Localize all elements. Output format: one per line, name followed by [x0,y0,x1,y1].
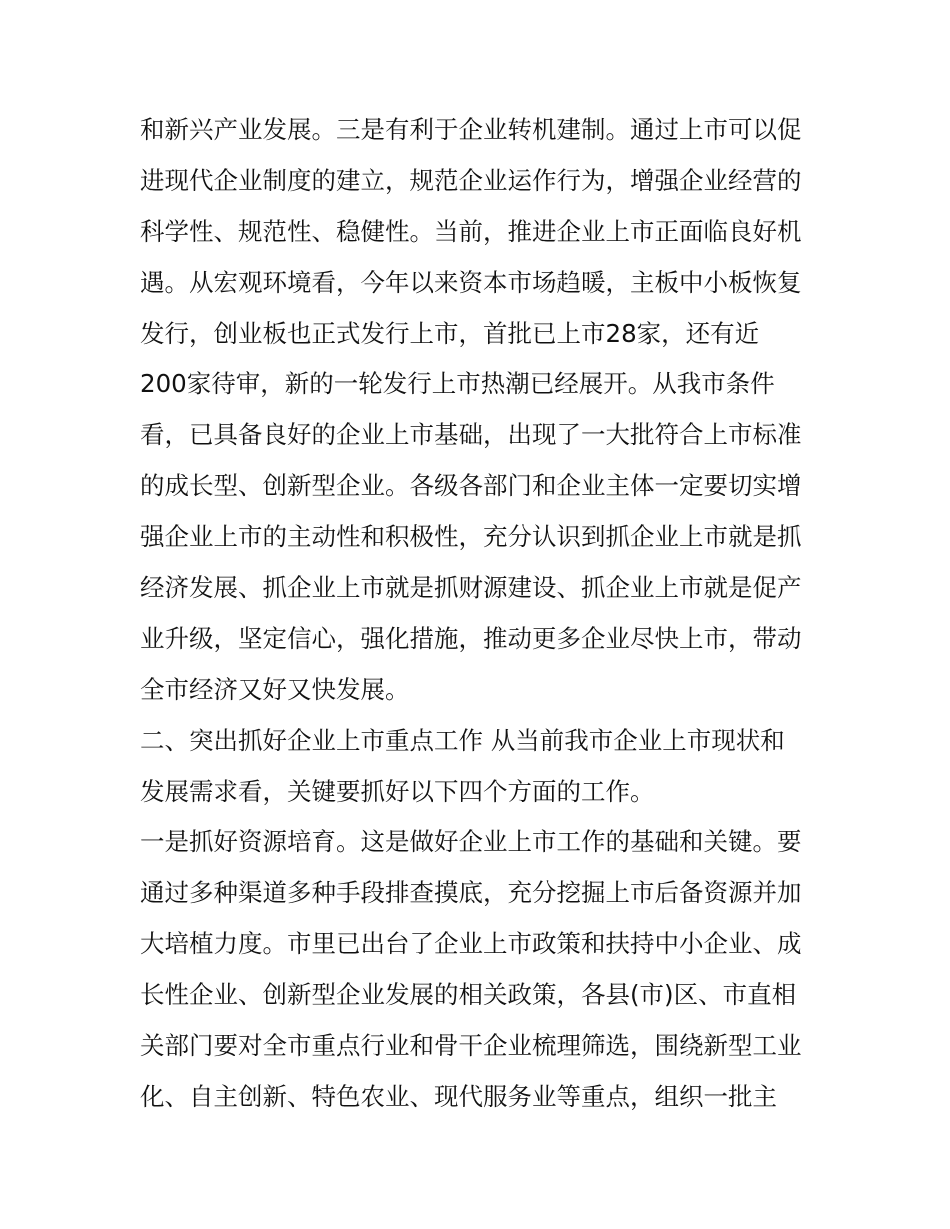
text-line: 一是抓好资源培育。这是做好企业上市工作的基础和关键。要 [140,827,802,857]
text-line: 发行，创业板也正式发行上市，首批已上市28家，还有近 [140,318,760,348]
text-line: 通过多种渠道多种手段排查摸底，充分挖掘上市后备资源并加 [140,878,802,908]
text-line: 科学性、规范性、稳健性。当前，推进企业上市正面临良好机 [140,216,802,246]
text-line: 全市经济又好又快发展。 [140,674,410,704]
text-line: 看，已具备良好的企业上市基础，出现了一大批符合上市标准 [140,420,802,450]
section-heading-line: 二、突出抓好企业上市重点工作 从当前我市企业上市现状和 [140,725,785,755]
text-line: 大培植力度。市里已出台了企业上市政策和扶持中小企业、成 [140,929,802,959]
text-line: 关部门要对全市重点行业和骨干企业梳理筛选，围绕新型工业 [140,1031,802,1061]
text-line: 进现代企业制度的建立，规范企业运作行为，增强企业经营的 [140,165,802,195]
text-line: 200家待审，新的一轮发行上市热潮已经展开。从我市条件 [140,369,775,399]
text-line: 和新兴产业发展。三是有利于企业转机建制。通过上市可以促 [140,115,802,144]
text-line: 长性企业、创新型企业发展的相关政策，各县(市)区、市直相 [140,980,797,1010]
text-line: 发展需求看，关键要抓好以下四个方面的工作。 [140,776,655,806]
text-line: 化、自主创新、特色农业、现代服务业等重点，组织一批主 [140,1081,777,1111]
text-line: 遇。从宏观环境看，今年以来资本市场趋暖，主板中小板恢复 [140,267,802,297]
text-line: 业升级，坚定信心，强化措施，推动更多企业尽快上市，带动 [140,623,802,653]
text-line: 经济发展、抓企业上市就是抓财源建设、抓企业上市就是促产 [140,573,802,603]
text-line: 强企业上市的主动性和积极性，充分认识到抓企业上市就是抓 [140,522,802,552]
body-text [140,105,820,1123]
text-line: 的成长型、创新型企业。各级各部门和企业主体一定要切实增 [140,471,802,501]
